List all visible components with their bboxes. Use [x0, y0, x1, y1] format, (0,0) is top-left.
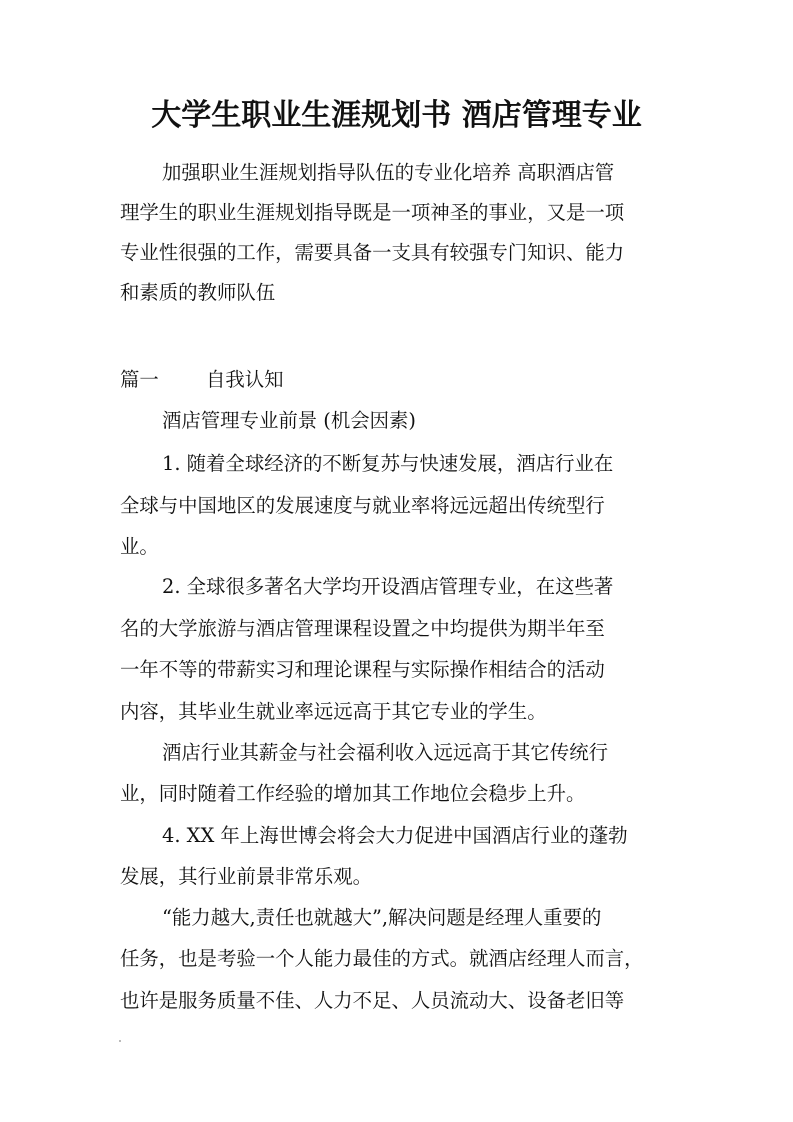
p2-line-3: 一年不等的带薪实习和理论课程与实际操作相结合的活动	[120, 658, 605, 681]
p1-line-2: 全球与中国地区的发展速度与就业率将远远超出传统型行	[120, 494, 605, 517]
section-heading	[120, 360, 284, 400]
p5-line-2: 任务，也是考验一个人能力最佳的方式。就酒店经理人而言，	[120, 947, 644, 970]
p2-line-4: 内容，其毕业生就业率远远高于其它专业的学生。	[120, 700, 547, 723]
p5-line-3: 也许是服务质量不佳、人力不足、人员流动大、设备老旧等	[120, 989, 625, 1012]
p1-line-3: 业。	[120, 535, 159, 558]
section-number: 篇一	[120, 368, 159, 391]
p4-line-2: 发展，其行业前景非常乐观。	[120, 865, 373, 888]
p5-line-1: “能力越大,责任也就越大”,解决问题是经理人重要的	[162, 906, 602, 929]
page-margin-mark	[119, 1040, 121, 1042]
p2-line-2: 名的大学旅游与酒店管理课程设置之中均提供为期半年至	[120, 617, 605, 640]
p3-line-2: 业，同时随着工作经验的增加其工作地位会稳步上升。	[120, 782, 586, 805]
p4-line-1: 4. XX 年上海世博会将会大力促进中国酒店行业的蓬勃	[162, 824, 628, 847]
p1-line-1: 1. 随着全球经济的不断复苏与快速发展，酒店行业在	[162, 452, 614, 475]
intro-line-4: 和素质的教师队伍	[120, 281, 276, 304]
intro-line-3: 专业性很强的工作，需要具备一支具有较强专门知识、能力	[120, 241, 625, 264]
document-title: 大学生职业生涯规划书 酒店管理专业	[151, 98, 642, 133]
section-name: 自我认知	[206, 368, 284, 391]
intro-line-2: 理学生的职业生涯规划指导既是一项神圣的事业，又是一项	[120, 201, 625, 224]
p2-line-1: 2. 全球很多著名大学均开设酒店管理专业，在这些著	[162, 575, 614, 598]
subheading: 酒店管理专业前景 (机会因素)	[162, 409, 416, 432]
intro-line-1: 加强职业生涯规划指导队伍的专业化培养 高职酒店管	[162, 161, 615, 184]
p3-line-1: 酒店行业其薪金与社会福利收入远远高于其它传统行	[162, 741, 608, 764]
